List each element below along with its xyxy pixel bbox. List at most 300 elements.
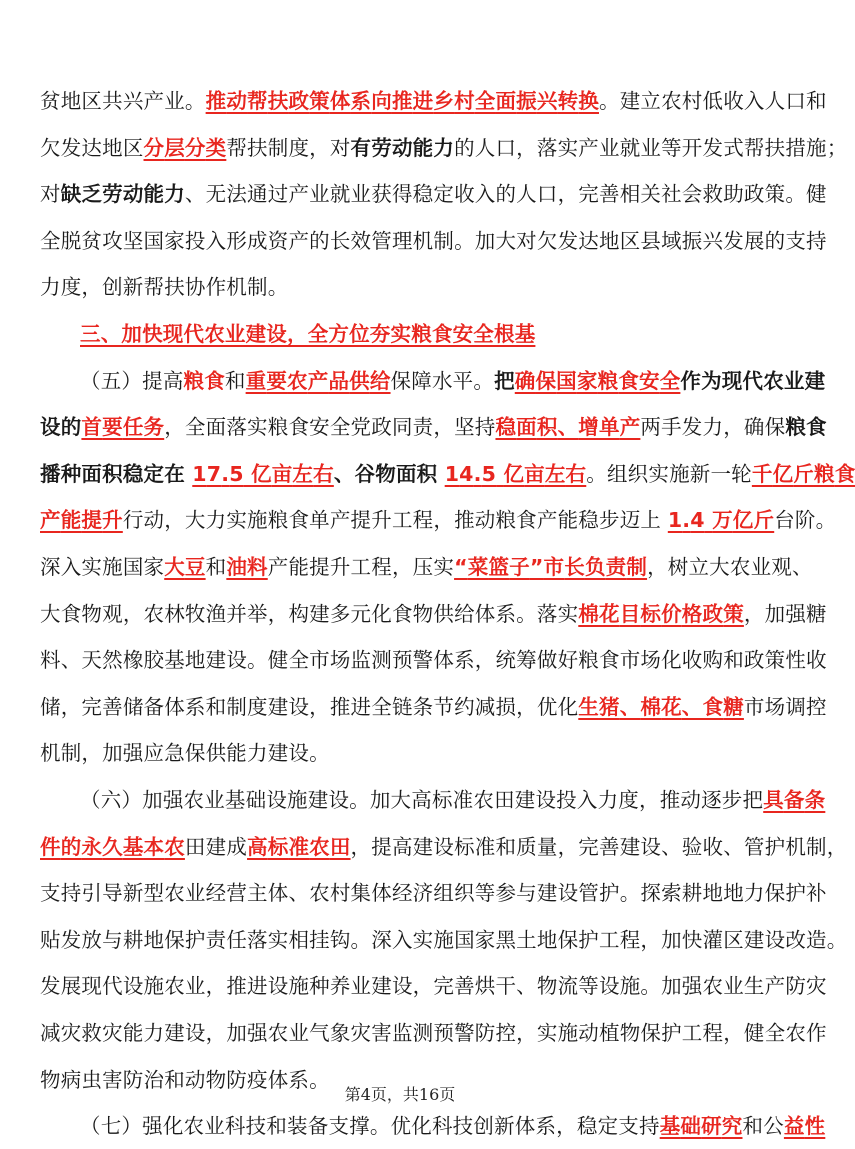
text-char: 5 (481, 461, 497, 486)
text-char: 4 (690, 508, 705, 533)
text-char: 地 (723, 881, 744, 906)
text-char: 完 (81, 694, 103, 719)
text-char: 新 (494, 1114, 515, 1139)
text-char: 快 (681, 927, 703, 952)
text-char: 右 (565, 461, 587, 486)
text-char: 善 (598, 834, 620, 859)
text-char: 稳 (122, 461, 144, 486)
text-char: 和 (205, 555, 227, 579)
text-char: 工 (598, 927, 620, 952)
text-char: 攻 (102, 228, 123, 253)
text-char: 地 (60, 89, 82, 113)
text-char: 面 (516, 415, 537, 440)
text-char: 措 (785, 135, 807, 160)
text-char: 台 (774, 508, 795, 533)
text-char: 进 (412, 89, 434, 113)
text-char: 任 (122, 415, 144, 440)
text-char: 持 (60, 881, 82, 906)
text-char: 。 (640, 974, 662, 999)
text-char: 实 (557, 601, 579, 626)
text-char: 构 (288, 601, 310, 626)
text-char: 和 (806, 89, 827, 113)
text-line (40, 451, 855, 497)
text-char: 形 (226, 228, 248, 253)
text-char: 振 (516, 89, 537, 113)
text-char: 田 (184, 834, 206, 859)
text-char: 实 (226, 508, 248, 533)
text-char: 压 (412, 555, 434, 579)
text-char: 坚 (122, 228, 144, 253)
text-char: 技 (245, 1114, 267, 1139)
text-char: 劳 (371, 135, 392, 160)
text-char: 达 (81, 135, 103, 160)
text-char: 护 (661, 1021, 682, 1045)
text-char: 把 (494, 368, 515, 393)
text-char: 推 (454, 508, 475, 533)
text-char: 益 (783, 1114, 805, 1139)
text-char: 分 (184, 135, 206, 160)
text-char: ， (164, 415, 185, 440)
text-char: 棉 (578, 601, 599, 626)
text-char: 物 (412, 601, 434, 626)
text-char: 干 (495, 974, 517, 999)
text-char: 。 (826, 927, 848, 952)
text-char: ， (723, 1021, 744, 1045)
text-char: 能 (557, 508, 579, 533)
text-char: 钩 (329, 927, 351, 952)
text-char: ， (640, 927, 662, 952)
text-char: 千 (751, 461, 773, 486)
text-char: 在 (164, 461, 185, 486)
text-char: 产 (288, 182, 310, 207)
text-char: 亿 (772, 461, 794, 486)
text-char: 天 (81, 648, 103, 673)
text-char: 面 (81, 461, 103, 486)
text-char: 积 (416, 461, 438, 486)
text-char: 持 (806, 228, 827, 253)
text-char: 耕 (122, 927, 144, 952)
text-char: 帮 (743, 135, 765, 160)
text-char: 全 (184, 415, 206, 440)
text-char: 积 (102, 461, 123, 486)
text-char: 能 (412, 135, 434, 160)
text-char: 定 (143, 461, 165, 486)
text-char: 豆 (184, 555, 206, 579)
text-line (40, 870, 827, 916)
text-char: 实 (247, 415, 268, 440)
text-char: 业 (723, 974, 744, 999)
text-char: 料 (40, 648, 61, 673)
text-char: 标 (640, 601, 662, 626)
text-char: 植 (598, 1021, 620, 1045)
text-char: 成 (247, 228, 268, 253)
text-char: 首 (81, 415, 103, 440)
text-char: 、 (333, 461, 355, 486)
text-char: 科 (224, 1114, 246, 1139)
text-char: 市 (543, 555, 565, 579)
text-char: 制 (806, 834, 827, 859)
text-char: 家 (143, 555, 165, 579)
text-char: 国 (143, 228, 165, 253)
text-char: 、 (60, 648, 82, 673)
text-char: 性 (785, 648, 807, 673)
text-char: 业 (750, 555, 772, 579)
text-char: 等 (578, 974, 599, 999)
text-char: 放 (81, 927, 103, 952)
text-char: 产 (619, 415, 641, 440)
text-char: 护 (764, 834, 786, 859)
text-char: 面 (495, 89, 517, 113)
text-char: 工 (681, 1021, 703, 1045)
text-char: 具 (763, 788, 784, 812)
text-char: 化 (162, 1114, 184, 1139)
text-char: 发 (723, 228, 744, 253)
text-char: 验 (681, 834, 703, 859)
text-char: 支 (785, 228, 807, 253)
text-char: 保 (764, 415, 786, 440)
text-char: 猪 (598, 694, 620, 719)
text-char: 转 (557, 89, 579, 113)
text-char: 、 (681, 694, 703, 719)
text-char: ” (529, 555, 544, 579)
text-char: 种 (60, 461, 82, 486)
text-char: 要 (266, 368, 288, 393)
text-char: 理 (391, 228, 413, 253)
text-char: 然 (102, 648, 123, 673)
text-char: 成 (226, 834, 248, 859)
text-char: 养 (329, 974, 351, 999)
text-char: 工 (350, 555, 372, 579)
text-char: 发 (557, 228, 579, 253)
text-char: 推 (391, 89, 413, 113)
text-char: 地 (702, 881, 724, 906)
text-char: 务 (143, 415, 165, 440)
text-char: 分 (143, 135, 165, 160)
text-char: 和 (205, 694, 227, 719)
text-char: 持 (638, 1114, 660, 1139)
text-char: 预 (433, 1021, 455, 1045)
text-char: 7 (206, 461, 222, 486)
text-char: 业 (288, 1021, 310, 1045)
text-char: 粮 (597, 368, 619, 393)
text-char: 高 (247, 834, 268, 859)
text-char: 提 (371, 834, 392, 859)
text-char: 施 (669, 461, 690, 486)
text-char: 现 (721, 368, 743, 393)
text-char: 入 (474, 182, 496, 207)
text-char: 亿 (503, 461, 525, 486)
text-char: ， (205, 974, 227, 999)
text-char: 单 (309, 508, 330, 533)
text-char: 全 (474, 89, 496, 113)
text-char: 政 (743, 182, 765, 207)
text-char: 业 (184, 881, 206, 906)
text-char: 保 (640, 1021, 662, 1045)
text-char: 逐 (701, 788, 722, 812)
text-char: 加 (661, 927, 682, 952)
text-char: 政 (743, 648, 765, 673)
text-char: 挂 (309, 927, 330, 952)
text-char: 贫 (40, 89, 61, 113)
text-char: 的 (309, 228, 330, 253)
text-char: 准 (474, 834, 496, 859)
text-char: 面 (205, 415, 227, 440)
text-char: . (473, 461, 482, 486)
text-char: 五 (100, 368, 122, 393)
text-char: 约 (454, 694, 475, 719)
text-char: 灾 (60, 1021, 82, 1045)
text-char: 程 (371, 555, 392, 579)
text-char: 林 (164, 601, 185, 626)
text-char: 篮 (488, 555, 510, 579)
text-char: 确 (743, 415, 765, 440)
text-char: 经 (391, 881, 413, 906)
text-char: 建 (619, 89, 641, 113)
text-char: 就 (329, 182, 351, 207)
text-char: 量 (536, 834, 558, 859)
text-char: 测 (412, 1021, 434, 1045)
text-char: 警 (412, 648, 434, 673)
text-char: 设 (557, 881, 579, 906)
text-char: 全 (288, 648, 310, 673)
text-char: 投 (556, 788, 577, 812)
text-char: 基 (164, 648, 185, 673)
text-line (40, 591, 827, 637)
text-char: 施 (557, 1021, 579, 1045)
text-char: 村 (329, 881, 351, 906)
text-char: 完 (578, 834, 599, 859)
text-char: 、 (516, 974, 537, 999)
text-char: 村 (681, 89, 703, 113)
text-char: 等 (661, 135, 682, 160)
text-char: 主 (247, 881, 268, 906)
text-char: 强 (142, 1114, 163, 1139)
text-char (185, 451, 192, 497)
text-char: 产 (329, 508, 351, 533)
text-char: 缺 (60, 182, 82, 207)
text-segment: 三、加快现代农业建设，全方位夯实粮食安全根基 (80, 322, 536, 346)
text-char: 动 (226, 89, 248, 113)
text-char: 国 (122, 555, 144, 579)
text-char: 设 (267, 974, 289, 999)
text-char: 设 (640, 834, 662, 859)
text-char: 1 (444, 461, 460, 486)
text-char: 农 (183, 788, 205, 812)
text-char: 无 (205, 182, 227, 207)
text-char: 善 (454, 974, 475, 999)
text-char: ， (743, 601, 765, 626)
text-char: 基 (224, 788, 246, 812)
text-char: 设 (328, 788, 350, 812)
text-char: 设 (288, 694, 310, 719)
text-char: 食 (516, 508, 537, 533)
text-char: 区 (122, 135, 144, 160)
text-char: 家 (164, 228, 185, 253)
text-char: 购 (702, 648, 724, 673)
text-char: 制 (626, 555, 648, 579)
text-char: 粮 (495, 508, 517, 533)
text-char: 亩 (271, 461, 293, 486)
text-char: ， (309, 694, 330, 719)
text-char: 护 (598, 881, 620, 906)
text-char: 责 (205, 927, 227, 952)
text-char: 产 (578, 135, 599, 160)
text-char: 七 (100, 1114, 122, 1139)
text-char: 提 (81, 508, 103, 533)
text-char: 救 (81, 1021, 103, 1045)
text-char: 升 (371, 508, 392, 533)
text-char: 入 (60, 555, 82, 579)
text-char: 的 (60, 834, 82, 859)
text-char: 动 (143, 508, 165, 533)
text-char: 建 (307, 788, 329, 812)
text-char: 本 (143, 834, 165, 859)
text-char: 大 (709, 555, 730, 579)
text-char: 脱 (60, 228, 82, 253)
text-char: 。 (349, 788, 370, 812)
text-char: 责 (605, 555, 627, 579)
text-char: 。 (586, 461, 607, 486)
text-char: 导 (102, 881, 123, 906)
text-char: 牧 (184, 601, 206, 626)
text-char: 举 (247, 601, 268, 626)
text-char: 农 (702, 974, 724, 999)
text-char: ， (516, 135, 537, 160)
text-char: 保 (535, 368, 557, 393)
text-char: 场 (764, 694, 786, 719)
text-char: 化 (661, 648, 682, 673)
text-char: 气 (309, 1021, 330, 1045)
text-char: 。 (247, 648, 268, 673)
text-char: 并 (226, 601, 248, 626)
text-char: ， (412, 974, 434, 999)
text-char: ） (121, 1114, 143, 1139)
text-char: 农 (785, 1021, 807, 1045)
page-footer: 第4页，共16页 (344, 1085, 456, 1104)
text-char: 完 (433, 974, 455, 999)
text-char: 力 (743, 881, 765, 906)
text-line (80, 777, 826, 823)
text-char: 对 (516, 228, 537, 253)
text-char: 撑 (349, 1114, 370, 1139)
text-char: 组 (606, 461, 628, 486)
text-char: 市 (619, 648, 641, 673)
text-char: 推 (205, 89, 227, 113)
text-char: 有 (350, 135, 372, 160)
text-char: 物 (619, 1021, 641, 1045)
text-char: 价 (661, 601, 682, 626)
text-char: 永 (81, 834, 103, 859)
text-char: 化 (557, 694, 579, 719)
text-char: 县 (640, 228, 662, 253)
text-char: 。 (473, 368, 495, 393)
text-char: ， (647, 555, 668, 579)
text-char: 条 (804, 788, 826, 812)
text-char: 和 (224, 368, 246, 393)
text-char: 业 (164, 89, 185, 113)
text-char: 预 (391, 648, 413, 673)
text-char: 善 (102, 694, 123, 719)
text-char: 度 (288, 135, 310, 160)
text-char (437, 451, 444, 497)
text-char: 护 (785, 881, 807, 906)
text-char: 低 (702, 89, 724, 113)
text-char: ， (557, 182, 579, 207)
text-char: 步 (721, 788, 743, 812)
text-char: 控 (806, 694, 827, 719)
text-char: 家 (474, 927, 496, 952)
text-char: 体 (474, 601, 496, 626)
text-char: 高 (391, 834, 413, 859)
text-char: 轮 (731, 461, 752, 486)
text-char: 收 (702, 834, 724, 859)
text-char: 健 (267, 648, 289, 673)
text-char: 农 (287, 368, 308, 393)
text-char (496, 451, 503, 497)
text-char: 强 (681, 974, 703, 999)
text-char: 、 (619, 694, 641, 719)
text-char: 资 (267, 228, 289, 253)
text-char: 兴 (702, 228, 724, 253)
text-char: 。 (454, 228, 475, 253)
text-char: 区 (619, 228, 641, 253)
text-char: 。 (369, 1114, 391, 1139)
text-char: 国 (454, 927, 475, 952)
text-char: 体 (433, 648, 455, 673)
text-char: 立 (688, 555, 710, 579)
text-char: 一 (710, 461, 732, 486)
text-char: 。 (516, 601, 537, 626)
text-char: 控 (495, 1021, 517, 1045)
text-char: 加 (764, 601, 786, 626)
text-char: 建 (536, 881, 558, 906)
text-char: 助 (723, 182, 744, 207)
text-char: 发 (40, 974, 61, 999)
text-char: 。 (619, 881, 641, 906)
text-char: 粮 (183, 368, 205, 393)
text-char: ， (556, 1114, 577, 1139)
text-char: 实 (557, 135, 579, 160)
text-char: ， (60, 694, 82, 719)
text-char: 农 (473, 788, 495, 812)
text-char: 业 (598, 135, 620, 160)
text-char: 探 (640, 881, 662, 906)
text-char: 振 (681, 228, 703, 253)
text-char: 。 (785, 182, 807, 207)
text-char: 产 (40, 508, 61, 533)
text-char: 产 (267, 555, 289, 579)
text-char: 支 (40, 881, 61, 906)
text-char: 建 (619, 834, 641, 859)
text-char: 左 (292, 461, 314, 486)
text-char: 烘 (474, 974, 496, 999)
text-line (40, 125, 848, 171)
text-char: 济 (412, 881, 434, 906)
text-char: 食 (391, 601, 413, 626)
text-char: 贫 (81, 228, 103, 253)
text-char: 相 (619, 182, 641, 207)
text-char: 建 (267, 694, 289, 719)
text-char: 设 (184, 1021, 206, 1045)
text-char: . (221, 461, 230, 486)
text-char: 升 (329, 555, 351, 579)
text-char: 动 (474, 508, 496, 533)
text-char: 建 (205, 648, 227, 673)
text-char: ， (267, 601, 289, 626)
text-char: 大 (184, 508, 206, 533)
text-char: 地 (536, 927, 558, 952)
text-char: ， (205, 1021, 227, 1045)
